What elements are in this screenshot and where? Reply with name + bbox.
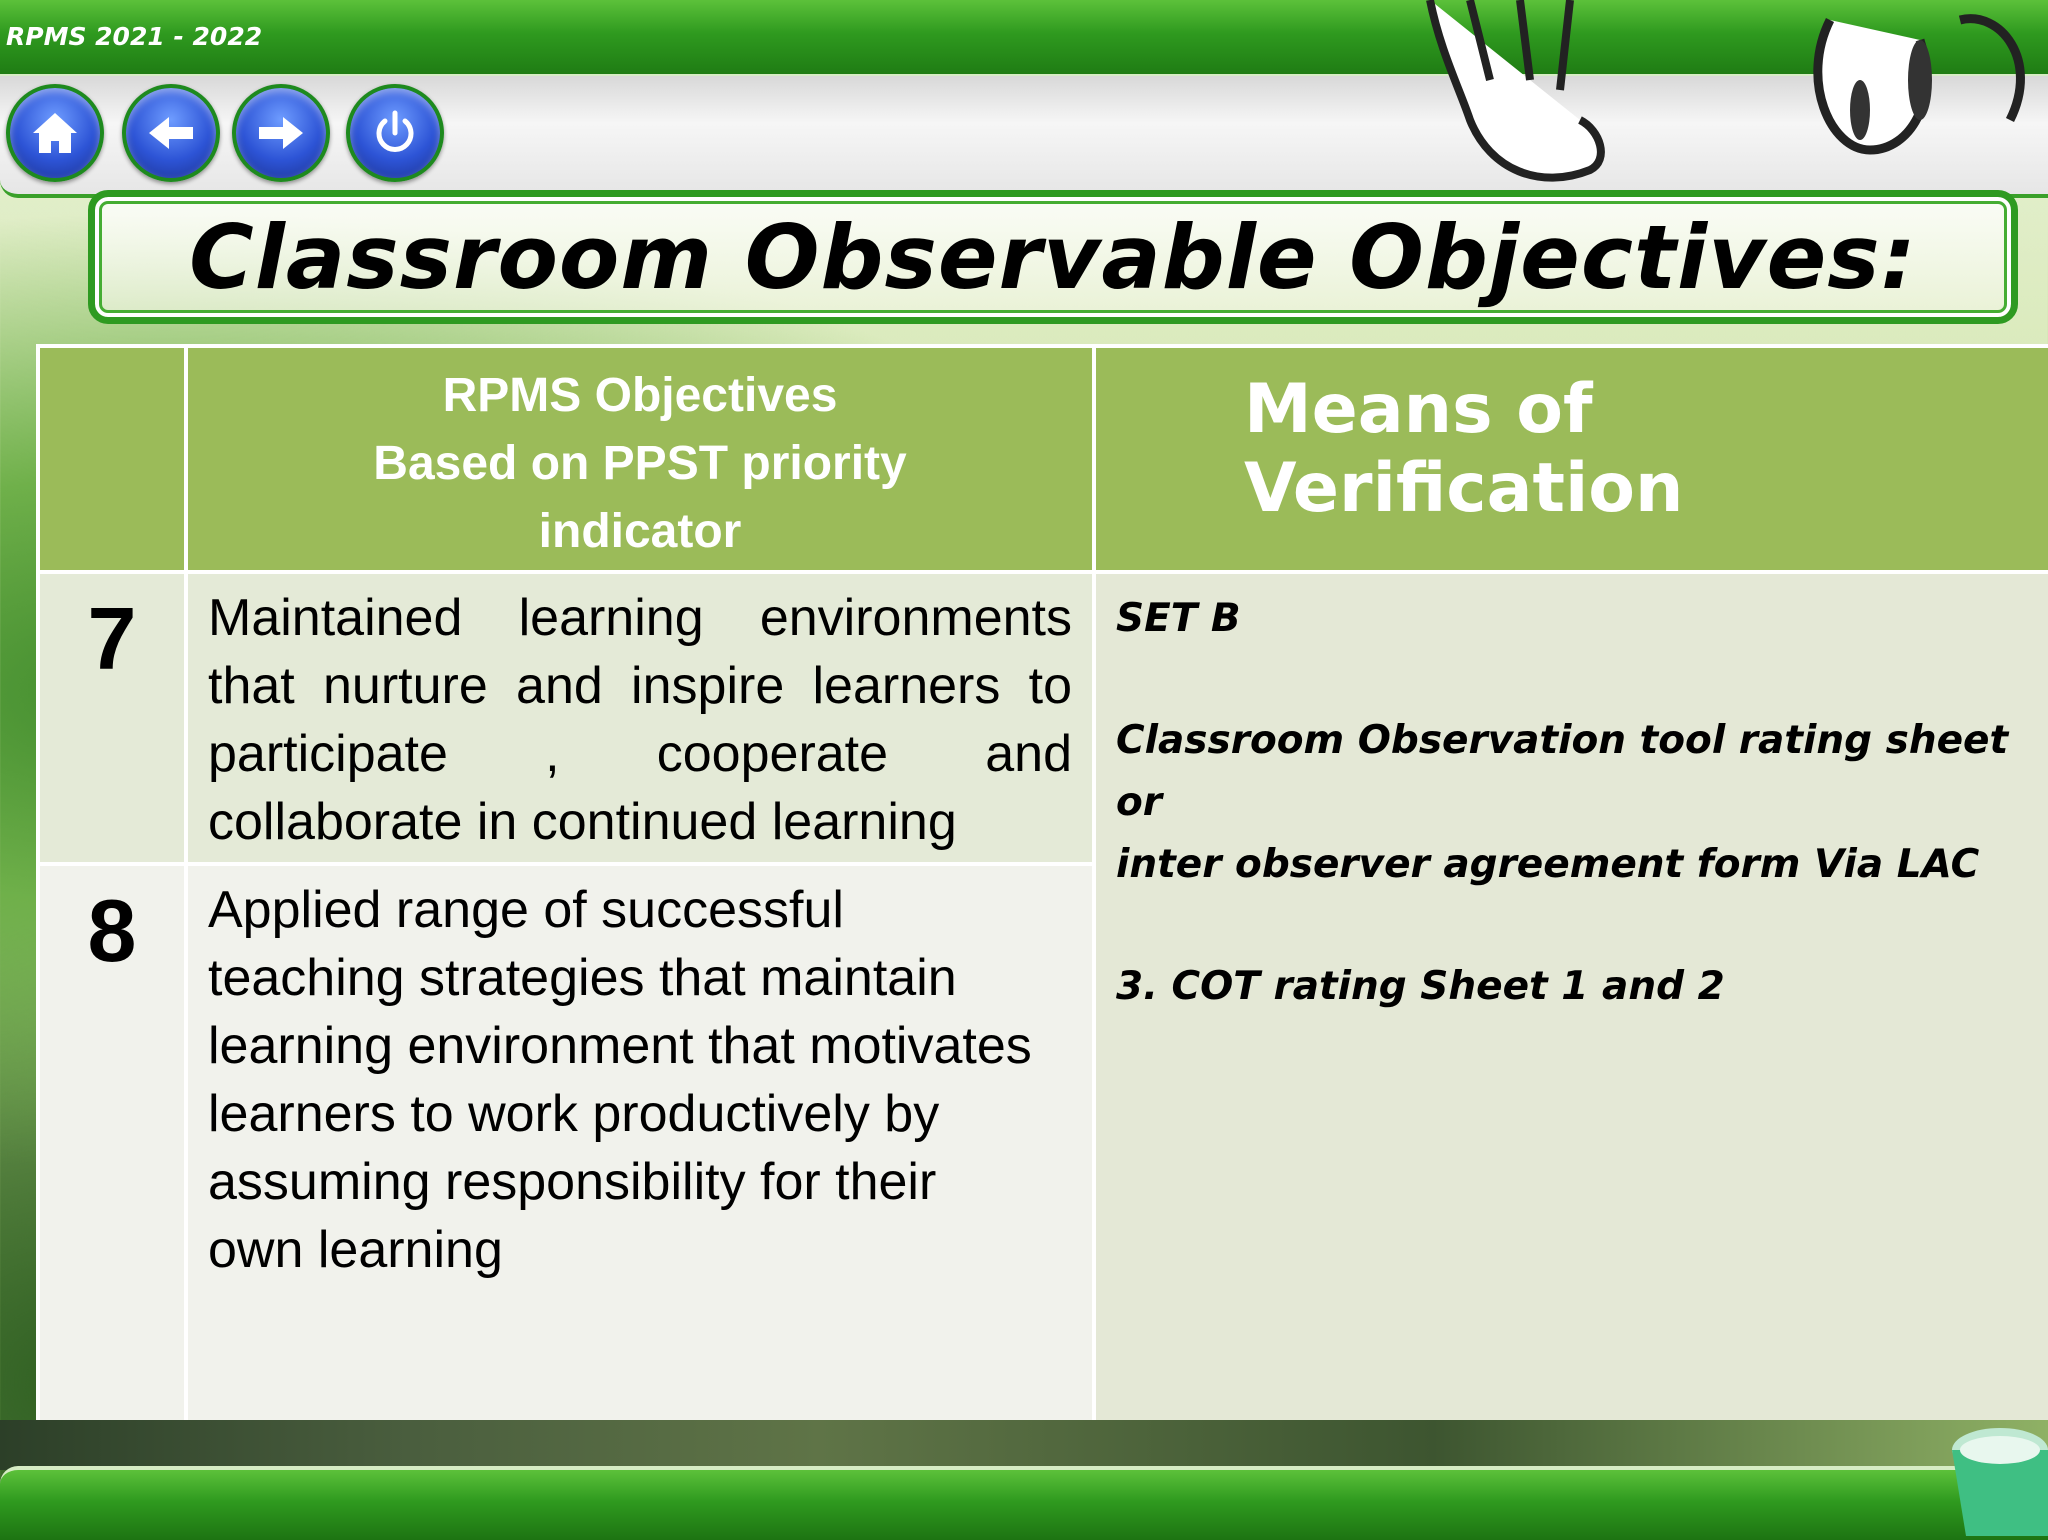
header-objectives-line: indicator [538, 505, 742, 558]
background-scenery [0, 1420, 2048, 1470]
power-icon [369, 107, 421, 159]
header-number-cell [40, 348, 184, 570]
header-objectives-cell [188, 348, 1092, 570]
objectives-table [36, 344, 2048, 1420]
objective-text: Maintained learning environments that nurture and inspire learners to participate , cooperate and collaborate in continued learning [208, 589, 1072, 851]
cup-icon [1940, 1410, 2048, 1536]
header-objectives-line: Based on PPST priority [373, 437, 907, 490]
verification-set: SET B [1116, 596, 1241, 641]
verification-line: Classroom Observation tool rating sheet or [1116, 718, 2009, 825]
row-number: 8 [40, 866, 184, 1420]
next-slide-button[interactable] [232, 84, 330, 182]
bottom-bar [0, 1466, 2048, 1540]
arrow-right-icon [255, 107, 307, 159]
presentation-title: RPMS 2021 - 2022 [6, 22, 263, 51]
exit-button[interactable] [346, 84, 444, 182]
table-row [188, 866, 1092, 1420]
home-button[interactable] [6, 84, 104, 182]
row-number: 7 [40, 574, 184, 862]
objective-text: Applied range of successful teaching strategies that maintain learning environment that motivates learners to work productively by assuming responsibility for their own learning [208, 881, 1032, 1279]
verification-line: 3. COT rating Sheet 1 and 2 [1116, 964, 1725, 1009]
slide-title-banner [88, 190, 2018, 324]
header-objectives-line: RPMS Objectives [442, 369, 838, 422]
slide-title: Classroom Observable Objectives: [189, 205, 1917, 309]
verification-line: inter observer agreement form Via LAC [1116, 842, 1980, 887]
header-verification-cell: Means of Verification [1096, 348, 2048, 570]
arrow-left-icon [145, 107, 197, 159]
home-icon [29, 107, 81, 159]
table-row [188, 574, 1092, 862]
verification-cell [1096, 574, 2048, 1420]
previous-slide-button[interactable] [122, 84, 220, 182]
